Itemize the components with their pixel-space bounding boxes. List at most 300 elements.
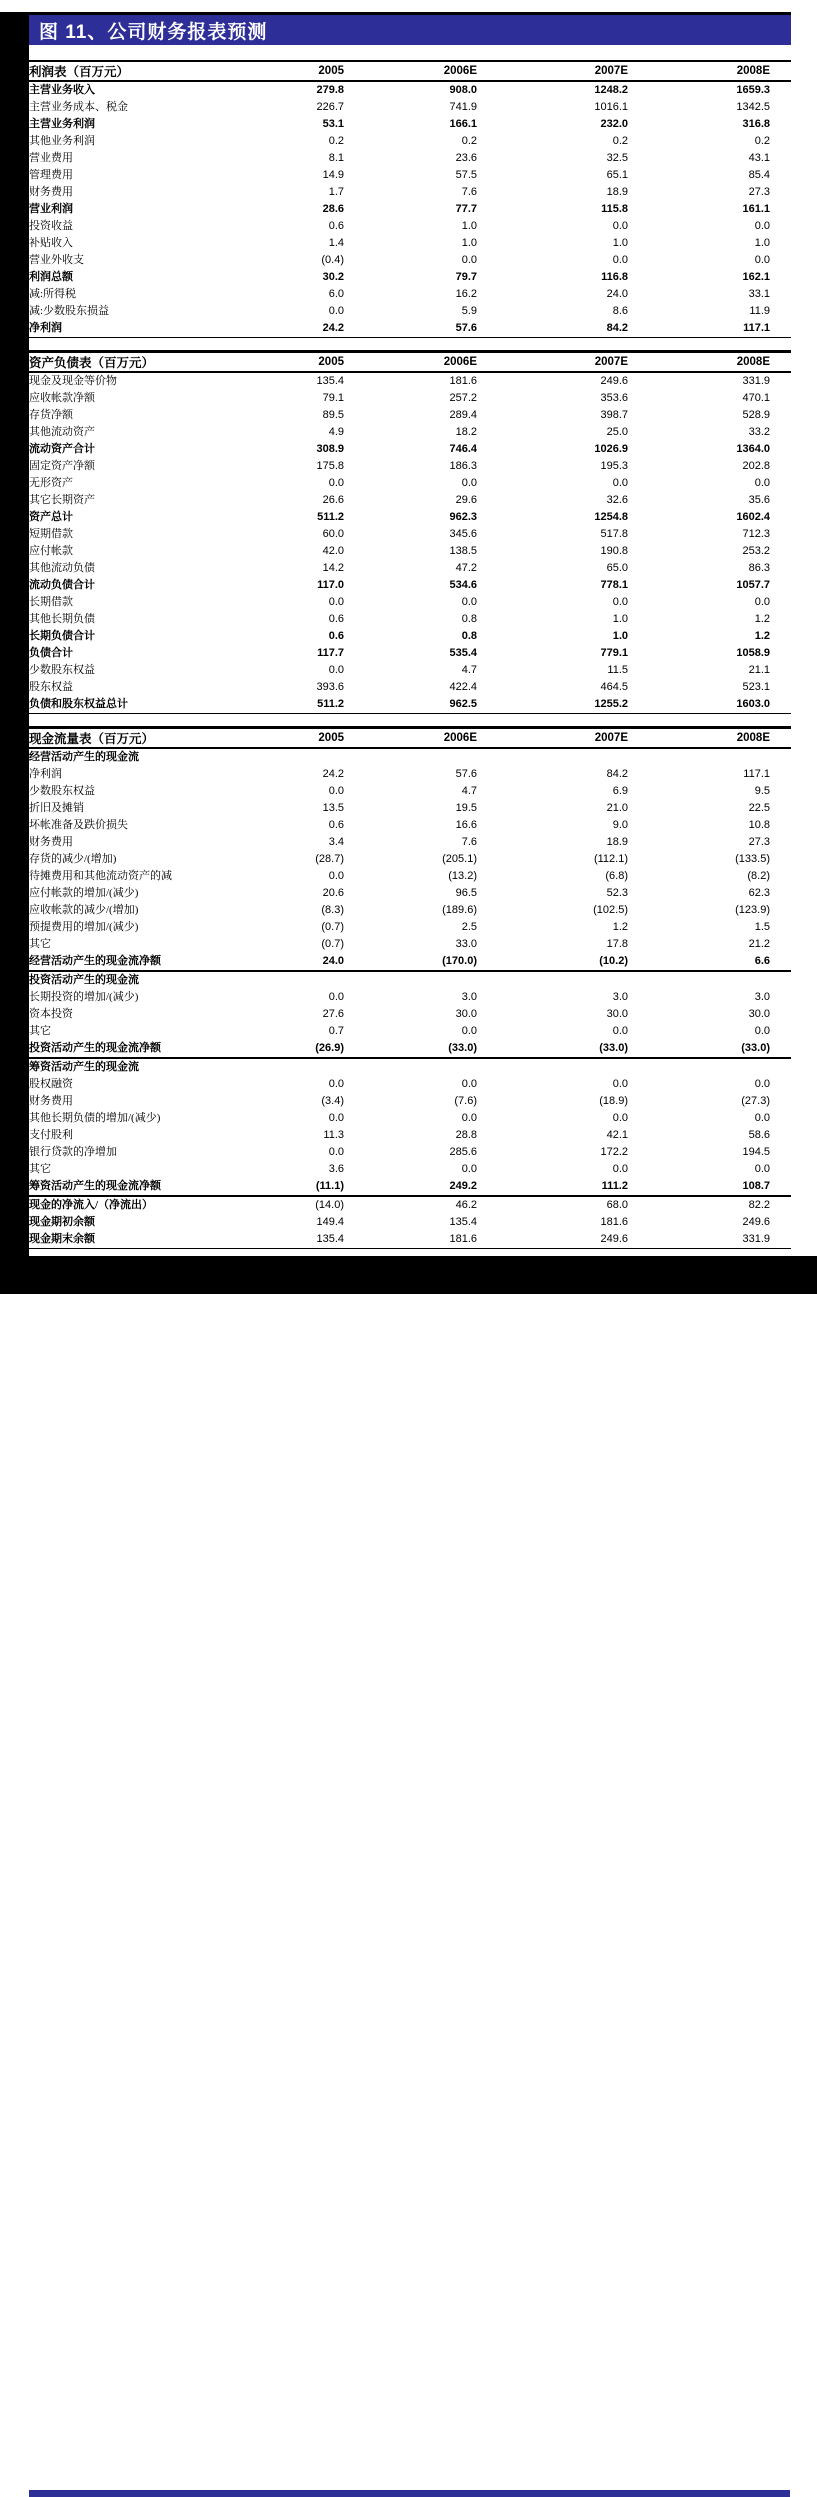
row-label: 其它 [29, 1025, 51, 1037]
table-row [29, 645, 791, 662]
table-row [29, 269, 791, 286]
cell-value: 14.2 [322, 562, 344, 574]
cell-value: 393.6 [316, 681, 344, 693]
cell-value: 18.9 [606, 836, 628, 848]
cell-value: 1.0 [612, 613, 628, 625]
cell-value: 18.2 [455, 426, 477, 438]
table-row [29, 441, 791, 458]
row-label: 营业外收支 [29, 254, 84, 266]
cell-value: 0.6 [328, 220, 344, 232]
cell-value: 65.1 [606, 169, 628, 181]
cell-value: 1.0 [612, 630, 628, 642]
cell-value: 16.6 [455, 819, 477, 831]
table-row [29, 1161, 791, 1178]
cell-value: 316.8 [742, 118, 770, 130]
spacer-cell [770, 218, 791, 235]
row-label: 应收帐款的减少/(增加) [29, 904, 139, 916]
cell-value: 175.8 [316, 460, 344, 472]
cell-value: 1.5 [754, 921, 770, 933]
cell-value: 108.7 [742, 1180, 770, 1192]
spacer-cell [770, 679, 791, 696]
cell-value: 29.6 [455, 494, 477, 506]
spacer-cell [770, 560, 791, 577]
cell-value [628, 748, 770, 766]
row-label: 财务费用 [29, 186, 73, 198]
cell-value: 422.4 [449, 681, 477, 693]
spacer-cell [770, 116, 791, 133]
spacer-cell [770, 834, 791, 851]
row-label: 负债合计 [29, 647, 73, 659]
bottom-black-margin [0, 1256, 817, 1294]
table-row [29, 116, 791, 133]
cell-value: (26.9) [315, 1042, 344, 1054]
table-row [29, 1093, 791, 1110]
row-label: 股东权益 [29, 681, 73, 693]
table-row [29, 662, 791, 679]
cell-value: 1.0 [461, 237, 477, 249]
table-row [29, 1214, 791, 1231]
cell-value: 778.1 [600, 579, 628, 591]
cell-value [229, 971, 344, 989]
row-label: 其它长期资产 [29, 494, 95, 506]
cell-value: 42.1 [606, 1129, 628, 1141]
cell-value: 116.8 [601, 271, 628, 283]
table-row [29, 150, 791, 167]
cell-value: 0.0 [612, 596, 628, 608]
table-row [29, 543, 791, 560]
cell-value: 0.2 [612, 135, 628, 147]
table-row [29, 133, 791, 150]
spacer-cell [770, 269, 791, 286]
cell-value: 1.7 [328, 186, 344, 198]
cell-value: (10.2) [599, 955, 628, 967]
spacer-cell [770, 61, 791, 81]
cell-value: 345.6 [449, 528, 477, 540]
cell-value: 0.0 [461, 254, 477, 266]
row-label: 流动负债合计 [29, 579, 95, 591]
table-title: 资产负债表（百万元） [29, 352, 229, 373]
cell-value: 517.8 [600, 528, 628, 540]
table-row [29, 167, 791, 184]
left-black-margin [0, 12, 29, 1294]
cell-value: 11.5 [607, 664, 628, 676]
spacer-cell [770, 1110, 791, 1127]
table-row [29, 766, 791, 783]
row-label: 折旧及摊销 [29, 802, 84, 814]
cell-value [229, 748, 344, 766]
cell-value: 0.0 [754, 1025, 770, 1037]
column-header: 2007E [477, 61, 628, 81]
row-label: 主营业务收入 [29, 84, 95, 96]
spacer-cell [770, 543, 791, 560]
cell-value: (33.0) [741, 1042, 770, 1054]
cell-value: 25.0 [606, 426, 628, 438]
row-label: 管理费用 [29, 169, 73, 181]
row-label: 补贴收入 [29, 237, 73, 249]
cell-value: 86.3 [748, 562, 770, 574]
table-row [29, 577, 791, 594]
spacer-cell [770, 320, 791, 338]
cell-value: 20.6 [322, 887, 344, 899]
cell-value: 1.0 [461, 220, 477, 232]
cell-value: 534.6 [449, 579, 477, 591]
spacer-cell [770, 971, 791, 989]
cell-value: 21.2 [748, 938, 770, 950]
table-row [29, 936, 791, 953]
table-row [29, 81, 791, 99]
spacer-cell [770, 817, 791, 834]
table-row [29, 492, 791, 509]
cell-value: 249.6 [600, 375, 628, 387]
table-row [29, 953, 791, 971]
row-label: 营业利润 [29, 203, 73, 215]
cell-value: (13.2) [448, 870, 477, 882]
cell-value: 1.0 [612, 237, 628, 249]
spacer-cell [770, 526, 791, 543]
spacer-cell [770, 133, 791, 150]
table-header-row [29, 61, 791, 81]
cell-value: 57.6 [455, 768, 477, 780]
spacer-cell [770, 150, 791, 167]
cell-value: 249.2 [449, 1180, 477, 1192]
cell-value: 962.3 [449, 511, 477, 523]
cell-value: 181.6 [449, 1233, 477, 1245]
cell-value: 68.0 [477, 1196, 628, 1214]
cell-value: 535.4 [449, 647, 477, 659]
cell-value: 162.1 [742, 271, 770, 283]
cell-value: 0.6 [328, 630, 344, 642]
cell-value: 33.0 [455, 938, 477, 950]
table-row [29, 1127, 791, 1144]
cell-value: 28.8 [455, 1129, 477, 1141]
cell-value: 9.0 [612, 819, 628, 831]
row-label: 坏帐准备及跌价损失 [29, 819, 128, 831]
spacer-cell [770, 1196, 791, 1214]
spacer-cell [770, 509, 791, 526]
table-row [29, 1040, 791, 1058]
cell-value: 27.3 [748, 186, 770, 198]
cell-value: 0.0 [612, 1025, 628, 1037]
row-label: 经营活动产生的现金流净额 [29, 955, 161, 967]
cell-value: 16.2 [455, 288, 477, 300]
table-row [29, 800, 791, 817]
figure-title-bar [29, 12, 791, 45]
row-label: 净利润 [29, 768, 62, 780]
cell-value: 10.8 [748, 819, 770, 831]
cell-value: 138.5 [449, 545, 477, 557]
table-row [29, 1058, 791, 1076]
column-header: 2005 [229, 728, 344, 749]
row-label: 存货净额 [29, 409, 73, 421]
cell-value [229, 1058, 344, 1076]
cell-value: (7.6) [454, 1095, 477, 1107]
cell-value: 32.5 [606, 152, 628, 164]
cell-value: 523.1 [742, 681, 770, 693]
cell-value: 115.8 [601, 203, 628, 215]
cell-value: 0.0 [612, 254, 628, 266]
spacer-cell [770, 594, 791, 611]
spacer-cell [770, 868, 791, 885]
spacer-cell [770, 628, 791, 645]
spacer-cell [770, 936, 791, 953]
cell-value: 5.9 [461, 305, 477, 317]
table-row [29, 628, 791, 645]
row-label: 应付帐款 [29, 545, 73, 557]
spacer-cell [770, 696, 791, 714]
table-title: 利润表（百万元） [29, 61, 229, 81]
table-row [29, 303, 791, 320]
cell-value: (11.1) [315, 1180, 344, 1192]
cell-value: 30.0 [455, 1008, 477, 1020]
cell-value: 528.9 [742, 409, 770, 421]
row-label: 固定资产净额 [29, 460, 95, 472]
table-row [29, 560, 791, 577]
cell-value: 0.0 [461, 1025, 477, 1037]
spacer-cell [770, 235, 791, 252]
spacer-cell [770, 1006, 791, 1023]
row-label: 净利润 [29, 322, 62, 334]
cell-value: 285.6 [449, 1146, 477, 1158]
spacer-cell [770, 201, 791, 218]
cell-value: 2.5 [461, 921, 477, 933]
cell-value [628, 971, 770, 989]
table-row [29, 851, 791, 868]
table-row [29, 372, 791, 390]
cell-value: (189.6) [442, 904, 477, 916]
cell-value: 0.0 [612, 1078, 628, 1090]
cell-value: 279.8 [316, 84, 344, 96]
table-row [29, 235, 791, 252]
cell-value: 0.0 [328, 1112, 344, 1124]
table-row [29, 902, 791, 919]
cell-value: (8.3) [321, 904, 344, 916]
table-row [29, 218, 791, 235]
cell-value: 82.2 [628, 1196, 770, 1214]
cell-value: 46.2 [344, 1196, 477, 1214]
cell-value: 111.2 [601, 1180, 628, 1192]
cell-value: (0.7) [321, 921, 344, 933]
spacer-cell [770, 645, 791, 662]
cell-value: 47.2 [455, 562, 477, 574]
cell-value: 0.0 [328, 1146, 344, 1158]
column-header: 2007E [477, 728, 628, 749]
spacer-cell [770, 390, 791, 407]
column-header: 2006E [344, 352, 477, 373]
cell-value: 0.0 [328, 477, 344, 489]
cell-value: 11.9 [749, 305, 770, 317]
table-row [29, 696, 791, 714]
spacer-cell [770, 577, 791, 594]
spacer-cell [770, 184, 791, 201]
cell-value: 289.4 [449, 409, 477, 421]
cell-value: 181.6 [449, 375, 477, 387]
cell-value: 1603.0 [736, 698, 770, 710]
table-row [29, 1110, 791, 1127]
cell-value: 1.2 [754, 613, 770, 625]
cell-value: 0.0 [754, 254, 770, 266]
row-label: 资产总计 [29, 511, 73, 523]
cell-value: 26.6 [322, 494, 344, 506]
row-label: 财务费用 [29, 836, 73, 848]
cell-value: 135.4 [316, 375, 344, 387]
cell-value: 0.0 [461, 1163, 477, 1175]
spacer-cell [770, 1058, 791, 1076]
cell-value: 741.9 [449, 101, 477, 113]
cell-value: 0.0 [612, 1112, 628, 1124]
spacer-cell [770, 783, 791, 800]
cell-value: (33.0) [599, 1042, 628, 1054]
row-label: 长期负债合计 [29, 630, 95, 642]
cell-value: (27.3) [741, 1095, 770, 1107]
row-label: 长期借款 [29, 596, 73, 608]
cell-value: (0.7) [321, 938, 344, 950]
table-row [29, 320, 791, 338]
row-label: 长期投资的增加/(减少) [29, 991, 139, 1003]
cell-value: 0.0 [328, 664, 344, 676]
cell-value: 166.1 [449, 118, 477, 130]
cell-value: 172.2 [600, 1146, 628, 1158]
financial-tables [29, 60, 791, 1249]
row-label: 资本投资 [29, 1008, 73, 1020]
spacer-cell [770, 1231, 791, 1249]
cell-value: 7.6 [461, 186, 477, 198]
cell-value: 0.2 [461, 135, 477, 147]
table-row [29, 201, 791, 218]
cell-value: 0.6 [328, 819, 344, 831]
cell-value: 3.0 [754, 991, 770, 1003]
cell-value [477, 748, 628, 766]
table-row [29, 99, 791, 116]
row-label: 预提费用的增加/(减少) [29, 921, 139, 933]
table-row [29, 748, 791, 766]
cell-value: 117.1 [743, 322, 770, 334]
cell-value: (0.4) [321, 254, 344, 266]
spacer-cell [770, 81, 791, 99]
cell-value: 1659.3 [736, 84, 770, 96]
spacer-cell [770, 748, 791, 766]
spacer-cell [770, 167, 791, 184]
cell-value: 4.7 [461, 785, 477, 797]
cell-value: 1248.2 [594, 84, 628, 96]
row-label: 利润总额 [29, 271, 73, 283]
cell-value: 42.0 [322, 545, 344, 557]
cell-value: 194.5 [742, 1146, 770, 1158]
spacer-cell [770, 885, 791, 902]
cell-value: 52.3 [606, 887, 628, 899]
row-label: 现金的净流入/（净流出） [29, 1196, 229, 1214]
cell-value: (18.9) [599, 1095, 628, 1107]
cell-value: 511.2 [317, 698, 344, 710]
row-label: 少数股东权益 [29, 664, 95, 676]
cell-value: 0.0 [461, 596, 477, 608]
cell-value: (6.8) [605, 870, 628, 882]
cell-value: 195.3 [600, 460, 628, 472]
spacer-cell [770, 99, 791, 116]
cell-value: 0.0 [754, 596, 770, 608]
cell-value: 181.6 [600, 1216, 628, 1228]
cell-value: 96.5 [455, 887, 477, 899]
table-row [29, 252, 791, 269]
cell-value: 13.5 [322, 802, 344, 814]
cell-value: 0.0 [754, 1078, 770, 1090]
cell-value: 464.5 [600, 681, 628, 693]
cell-value: (123.9) [735, 904, 770, 916]
cell-value: 0.0 [754, 1163, 770, 1175]
cell-value: 84.2 [606, 768, 628, 780]
cell-value: 0.0 [328, 1078, 344, 1090]
row-label: 经营活动产生的现金流 [29, 751, 139, 763]
table-header-row [29, 728, 791, 749]
cell-value: 19.5 [455, 802, 477, 814]
row-label: 筹资活动产生的现金流 [29, 1058, 229, 1076]
cell-value: 53.1 [322, 118, 344, 130]
column-header: 2007E [477, 352, 628, 373]
cell-value: (102.5) [593, 904, 628, 916]
cell-value [344, 748, 477, 766]
row-label: 减:所得税 [29, 288, 77, 300]
cell-value: 779.1 [600, 647, 628, 659]
cell-value: 33.1 [748, 288, 770, 300]
cell-value: 77.7 [455, 203, 477, 215]
cell-value: 1602.4 [736, 511, 770, 523]
spacer-cell [770, 441, 791, 458]
cell-value [344, 1058, 477, 1076]
cell-value: 331.9 [742, 375, 770, 387]
cell-value: 23.6 [455, 152, 477, 164]
table-row [29, 1196, 791, 1214]
cell-value: 1058.9 [736, 647, 770, 659]
cell-value: 353.6 [600, 392, 628, 404]
table-title: 现金流量表（百万元） [29, 728, 229, 749]
cell-value: 0.0 [328, 305, 344, 317]
row-label: 无形资产 [29, 477, 73, 489]
cell-value: 1026.9 [594, 443, 628, 455]
cell-value: 84.2 [606, 322, 628, 334]
spacer-cell [770, 851, 791, 868]
cell-value: 21.1 [748, 664, 770, 676]
cell-value: 0.0 [328, 785, 344, 797]
row-label: 现金及现金等价物 [29, 375, 117, 387]
cell-value: 117.7 [317, 647, 344, 659]
row-label: 应收帐款净额 [29, 392, 95, 404]
row-label: 其他业务利润 [29, 135, 95, 147]
spacer-cell [770, 1040, 791, 1058]
cell-value: 186.3 [449, 460, 477, 472]
row-label: 减:少数股东损益 [29, 305, 110, 317]
cell-value: 0.0 [461, 477, 477, 489]
column-header: 2008E [628, 61, 770, 81]
cell-value: 24.0 [322, 955, 344, 967]
cell-value: 1057.7 [736, 579, 770, 591]
cell-value: 331.9 [742, 1233, 770, 1245]
column-header: 2006E [344, 61, 477, 81]
cell-value: 1364.0 [736, 443, 770, 455]
table-row [29, 783, 791, 800]
cell-value: 398.7 [600, 409, 628, 421]
cell-value: 30.2 [322, 271, 344, 283]
row-label: 银行贷款的净增加 [29, 1146, 117, 1158]
cell-value: 58.6 [748, 1129, 770, 1141]
cell-value: 0.0 [461, 1078, 477, 1090]
cell-value: 24.2 [322, 322, 344, 334]
cell-value: 32.6 [606, 494, 628, 506]
spacer-cell [770, 1127, 791, 1144]
row-label: 主营业务利润 [29, 118, 95, 130]
cell-value: 1.4 [328, 237, 344, 249]
cell-value: 4.9 [328, 426, 344, 438]
cell-value: 308.9 [316, 443, 344, 455]
cell-value: 202.8 [742, 460, 770, 472]
